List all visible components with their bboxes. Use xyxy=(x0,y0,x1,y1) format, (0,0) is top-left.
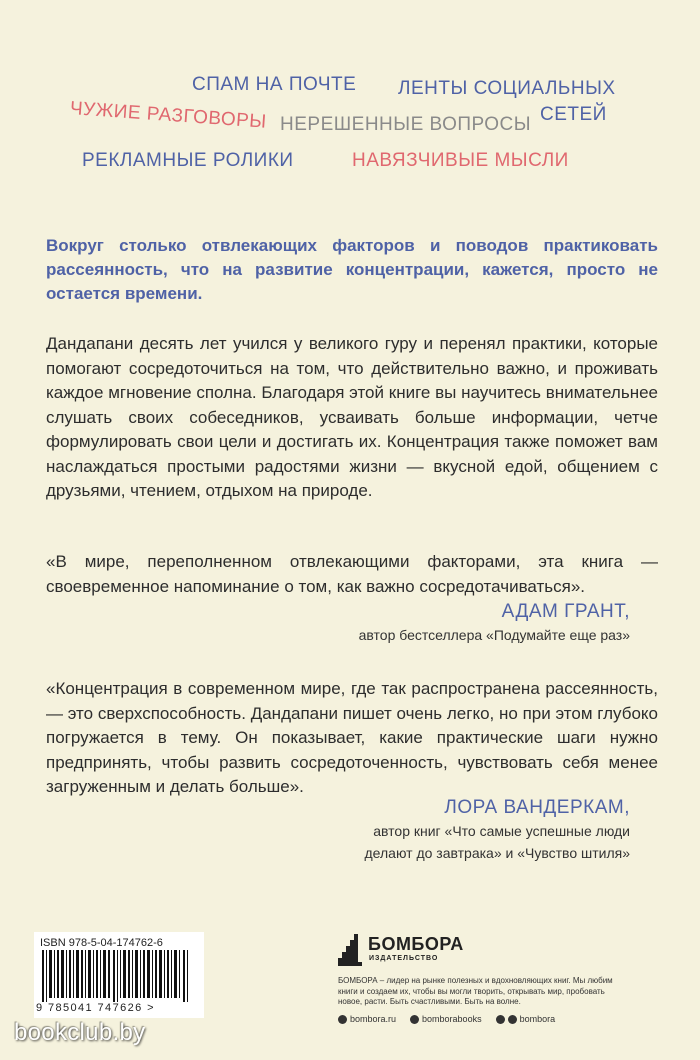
distraction-ads: РЕКЛАМНЫЕ РОЛИКИ xyxy=(82,150,294,171)
vk-icon xyxy=(410,1015,419,1024)
intro-paragraph: Вокруг столько отвлекающих факторов и поводов практиковать рассеянность, что на развитие концентрации, кажется, просто не остается времени. xyxy=(46,236,658,303)
isbn-label: ISBN 978-5-04-174762-6 xyxy=(40,937,163,949)
distraction-talks: ЧУЖИЕ РАЗГОВОРЫ xyxy=(69,98,268,133)
distraction-feeds-line1: ЛЕНТЫ СОЦИАЛЬНЫХ xyxy=(398,78,616,99)
publisher-description: БОМБОРА – лидер на рынке полезных и вдохновляющих книг. Мы любим книги и создаем их, чтобы вы могли творить, открывать мир, пробовать новое, расти. Быть счастливыми. Быть на волне. xyxy=(338,976,613,1006)
bombora-logo-icon xyxy=(336,932,364,968)
barcode-digits: 9 785041 747626 > xyxy=(36,1002,155,1014)
barcode xyxy=(34,932,204,1018)
play-icon xyxy=(496,1015,505,1024)
social-vk-label: bomborabooks xyxy=(422,1014,482,1024)
distraction-spam: СПАМ НА ПОЧТЕ xyxy=(192,74,357,95)
barcode-bars xyxy=(42,950,197,1002)
distraction-feeds-line2: СЕТЕЙ xyxy=(540,104,607,125)
social-site[interactable] xyxy=(338,1014,396,1024)
publisher-name: БОМБОРА xyxy=(368,934,464,954)
quote-vanderkam-role-line1: автор книг «Что самые успешные люди xyxy=(373,823,630,839)
quote-grant-role: автор бестселлера «Подумайте еще раз» xyxy=(358,627,630,643)
quote-vanderkam-author: ЛОРА ВАНДЕРКАМ, xyxy=(444,797,630,818)
quote-grant: «В мире, переполненном отвлекающими факторами, эта книга — своевременное напоминание о том, как важно сосредотачиваться». xyxy=(46,552,658,596)
distraction-thoughts: НАВЯЗЧИВЫЕ МЫСЛИ xyxy=(352,150,569,171)
social-vk[interactable] xyxy=(410,1014,482,1024)
quote-grant-author: АДАМ ГРАНТ, xyxy=(501,601,630,622)
distraction-unsolved: НЕРЕШЕННЫЕ ВОПРОСЫ xyxy=(280,114,532,135)
social-other-label: bombora xyxy=(519,1014,556,1024)
quote-vanderkam: «Концентрация в современном мире, где так распространена рассеянность, — это сверхспособность. Дандапани пишет очень легко, но при этом глубоко погружается в тему. Он показывает, какие практические шаги нужно предпринять, чтобы развить сосредоточенность, чувствовать себя менее загруженным и делать больше». xyxy=(46,679,658,796)
quote-vanderkam-role-line2: делают до завтрака» и «Чувство штиля» xyxy=(364,845,630,861)
social-site-label: bombora.ru xyxy=(350,1014,397,1024)
description-paragraph: Дандапани десять лет учился у великого гуру и перенял практики, которые помогают сосредоточиться на том, что действительно важно, и проживать каждое мгновение сполна. Благодаря этой книге вы научитесь внимательнее слушать своих собеседников, усваивать больше информации, четче формулировать свои цели и достигать их. Концентрация также поможет вам наслаждаться простыми радостями жизни — вкусной едой, общением с друзьями, чтением, отдыхом на природе. xyxy=(46,334,658,500)
telegram-icon xyxy=(508,1015,517,1024)
watermark: bookclub.by xyxy=(14,1019,146,1046)
publisher-subtitle: ИЗДАТЕЛЬСТВО xyxy=(369,955,439,962)
social-links xyxy=(338,1014,555,1024)
globe-icon xyxy=(338,1015,347,1024)
social-other[interactable] xyxy=(496,1014,556,1024)
